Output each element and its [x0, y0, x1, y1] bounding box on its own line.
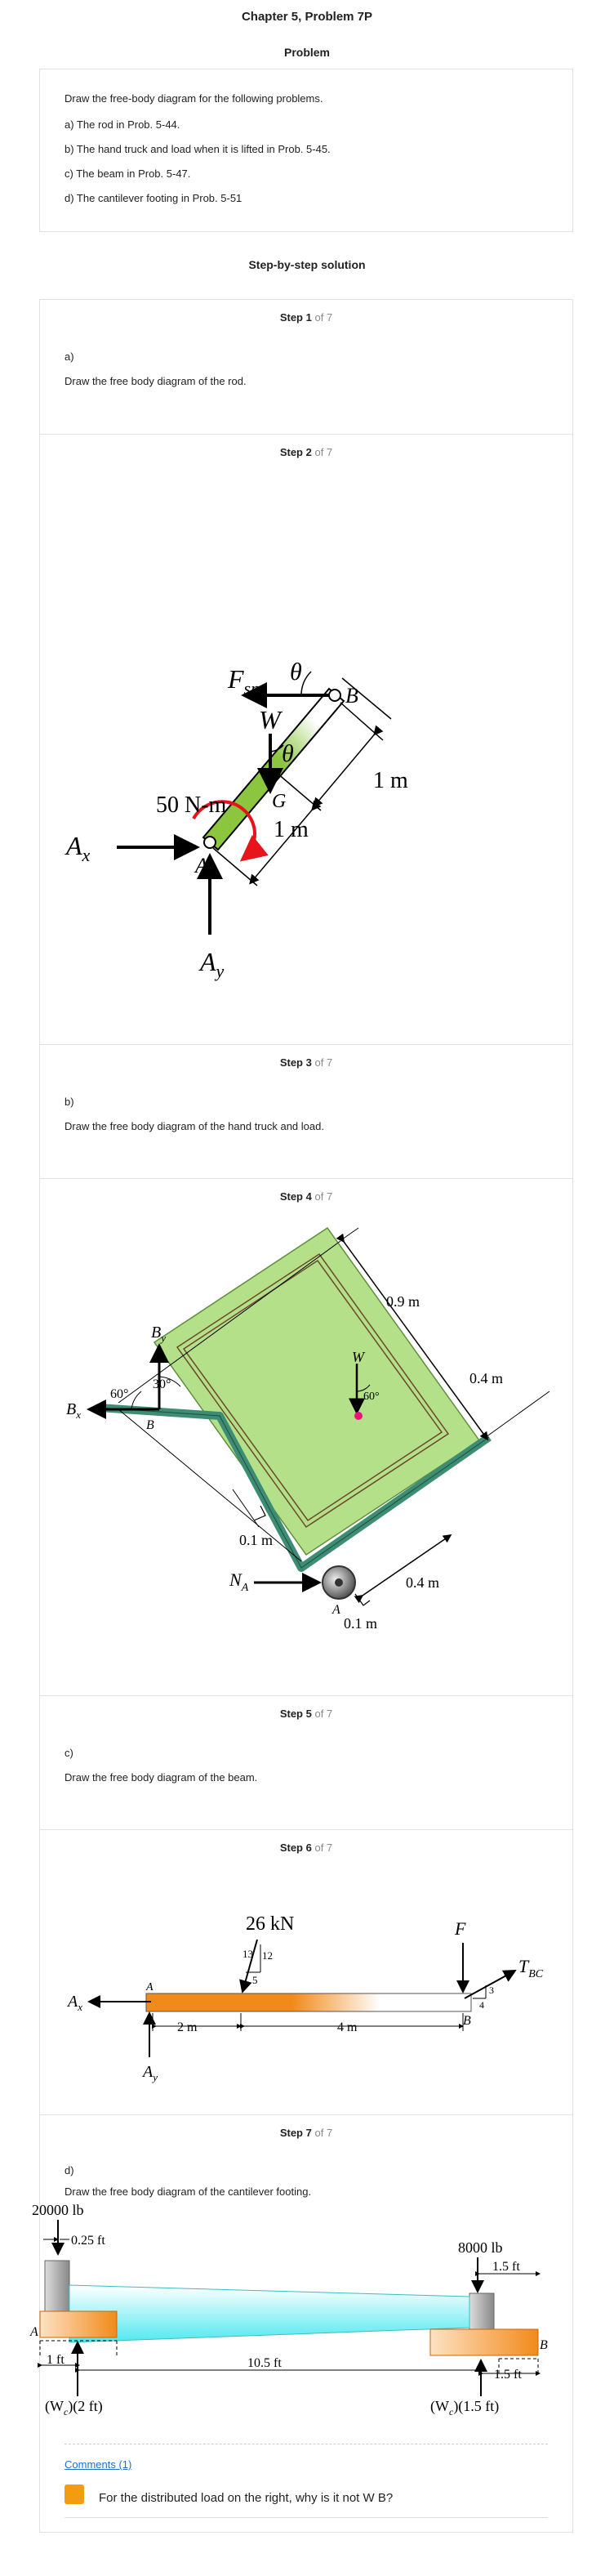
center-of-gravity — [354, 1412, 363, 1420]
step-7-header: Step 7 of 7 — [279, 2127, 333, 2139]
label-b: B — [345, 684, 358, 708]
comment-divider — [65, 2517, 548, 2518]
dim-15b-label: 1.5 ft — [494, 2368, 522, 2382]
tbc-label: $T_{BC}$ — [518, 1956, 544, 1980]
problem-heading: Problem — [283, 46, 330, 59]
step-7-card — [30, 2114, 573, 2533]
right-column — [469, 2293, 494, 2329]
ratio-12: 12 — [262, 1949, 273, 1962]
load-26kn-label: 26 kN — [246, 1913, 295, 1935]
ay-label: $A_y$ — [143, 2063, 158, 2083]
dim-2m-label: 2 m — [177, 2020, 198, 2034]
problem-line: d) The cantilever footing in Prob. 5-51 — [65, 192, 242, 204]
label-a: A — [332, 1603, 340, 1617]
dim-1m-top — [316, 732, 376, 804]
problem-card — [39, 69, 573, 232]
dim-15a-label: 1.5 ft — [492, 2260, 520, 2274]
page-title: Chapter 5, Problem 7P — [241, 10, 373, 24]
ratio-5: 5 — [252, 1974, 258, 1986]
dim-01b-label: 0.1 m — [344, 1615, 378, 1632]
step-5-label: c) — [65, 1747, 73, 1759]
left-column — [45, 2261, 69, 2311]
step-7-text: Draw the free body diagram of the cantilever footing. — [65, 2185, 312, 2198]
w-label: W — [352, 1349, 364, 1365]
step-2-header: Step 2 of 7 — [279, 446, 333, 458]
problem-line: c) The beam in Prob. 5-47. — [65, 167, 191, 180]
comment-text: For the distributed load on the right, why is it not W B? — [99, 2491, 394, 2505]
dim-025-label: 0.25 ft — [71, 2234, 105, 2248]
moment-label: 50 N-m — [156, 792, 227, 818]
comments-link[interactable]: Comments (1) — [65, 2458, 132, 2471]
ratio-3: 3 — [489, 1984, 494, 1996]
label-a: A — [195, 854, 208, 877]
step-1-card — [39, 299, 573, 435]
dim-1m-top-label: 1 m — [373, 768, 408, 793]
label-g: G — [272, 791, 287, 812]
fsp-label: $F_{sp}$ — [228, 664, 260, 699]
center-g — [270, 770, 274, 774]
ay-label: $A_y$ — [200, 947, 225, 981]
reaction-left-label: $(W_c)(2$ ft) — [45, 2398, 103, 2418]
step-3-card — [39, 1044, 573, 1179]
problem-line: Draw the free-body diagram for the following problems. — [65, 92, 323, 105]
footing-strap — [69, 2285, 469, 2342]
pin-a — [204, 837, 216, 848]
ax-label: $A_x$ — [66, 831, 91, 865]
label-b: B — [146, 1418, 154, 1432]
label-a: A — [30, 2325, 38, 2339]
na-label: $N_A$ — [229, 1569, 249, 1594]
ax-label: $A_x$ — [68, 1993, 82, 2013]
ratio-4: 4 — [479, 1999, 484, 2011]
dim-01a-label: 0.1 m — [239, 1532, 274, 1548]
f-label: F — [455, 1918, 466, 1939]
dim-1m-bottom-label: 1 m — [274, 817, 309, 842]
step-7-label: d) — [65, 2164, 74, 2176]
pin-b — [329, 690, 340, 701]
bx-label: $B_x$ — [66, 1400, 81, 1421]
reaction-right-label: $(W_c)(1.5$ ft) — [430, 2398, 500, 2418]
hand-truck-fbd-figure — [40, 1202, 574, 1692]
dim-04a-label: 0.4 m — [469, 1370, 504, 1386]
label-b: B — [540, 2338, 548, 2352]
rod-fbd-figure — [40, 458, 574, 1046]
step-4-header: Step 4 of 7 — [279, 1190, 333, 1203]
step-2-card — [39, 434, 573, 1045]
ratio-13: 13 — [242, 1948, 253, 1960]
step-6-header: Step 6 of 7 — [279, 1842, 333, 1854]
step-3-header: Step 3 of 7 — [279, 1056, 333, 1069]
commenter-avatar[interactable] — [65, 2484, 84, 2504]
dim-09-label: 0.9 m — [386, 1293, 420, 1310]
step-6-card — [39, 1829, 573, 2115]
step-4-card — [39, 1178, 573, 1696]
beam-fbd-figure — [40, 1853, 574, 2114]
angle-30: 30° — [153, 1377, 171, 1391]
label-a: A — [146, 1981, 154, 1993]
by-label: $B_y$ — [151, 1324, 166, 1344]
problem-line: a) The rod in Prob. 5-44. — [65, 118, 180, 131]
w-label: W — [259, 705, 281, 734]
label-b: B — [463, 2014, 471, 2028]
dim-105-label: 10.5 ft — [247, 2356, 282, 2370]
solution-heading: Step-by-step solution — [248, 258, 366, 271]
angle-60-w: 60° — [363, 1391, 380, 1403]
step-5-card — [39, 1695, 573, 1830]
load-box — [154, 1228, 479, 1555]
angle-60: 60° — [110, 1387, 129, 1401]
step-1-text: Draw the free body diagram of the rod. — [65, 375, 247, 387]
dim-1ft-label: 1 ft — [47, 2353, 65, 2367]
load-20000-label: 20000 lb — [32, 2202, 84, 2218]
step-3-label: b) — [65, 1096, 74, 1108]
step-5-text: Draw the free body diagram of the beam. — [65, 1771, 258, 1784]
left-footing — [40, 2311, 117, 2337]
footing-fbd-figure — [30, 2202, 574, 2449]
theta-label-top: θ — [290, 659, 302, 685]
load-8000-label: 8000 lb — [458, 2239, 503, 2256]
beam-body — [146, 1993, 471, 2011]
dim-4m-label: 4 m — [337, 2020, 358, 2034]
problem-line: b) The hand truck and load when it is lifted in Prob. 5-45. — [65, 143, 331, 155]
step-3-text: Draw the free body diagram of the hand truck and load. — [65, 1120, 324, 1132]
step-5-header: Step 5 of 7 — [279, 1708, 333, 1720]
dim-04b-label: 0.4 m — [406, 1574, 440, 1591]
theta-label-w: θ — [282, 740, 294, 767]
step-1-label: a) — [65, 350, 74, 363]
theta-arc-top — [301, 672, 311, 695]
step-1-header: Step 1 of 7 — [279, 311, 333, 324]
right-footing — [430, 2329, 538, 2355]
